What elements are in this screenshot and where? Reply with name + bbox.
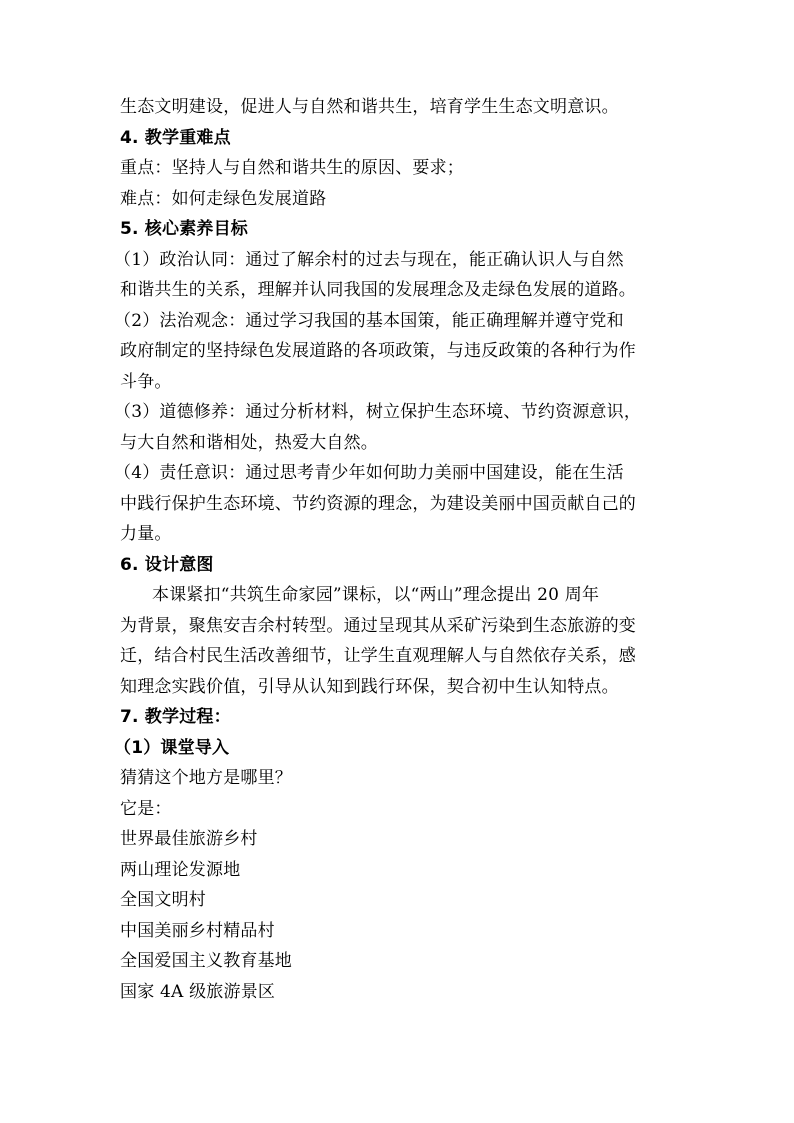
goal2-line2: 政府制定的坚持绿色发展道路的各项政策，与违反政策的各种行为作: [120, 341, 636, 361]
goal2-line1: （2）法治观念：通过学习我国的基本国策，能正确理解并遵守党和: [114, 310, 624, 331]
title-item: 中国美丽乡村精品村: [120, 920, 275, 941]
section5-heading: 5. 核心素养目标: [120, 219, 249, 239]
key-point-text: 重点：坚持人与自然和谐共生的原因、要求；: [120, 158, 464, 178]
title-item: 世界最佳旅游乡村: [120, 829, 258, 849]
difficult-point-text: 难点：如何走绿色发展道路: [120, 188, 327, 209]
goal2-line3: 斗争。: [120, 371, 172, 392]
guess-question: 猜猜这个地方是哪里？: [120, 768, 292, 788]
document-page: [114, 92, 680, 1007]
goal3-line2: 与大自然和谐相处，热爱大自然。: [120, 432, 378, 453]
goal4-line1: （4）责任意识：通过思考青少年如何助力美丽中国建设，能在生活: [114, 463, 624, 483]
section4-heading: 4. 教学重难点: [120, 127, 231, 148]
title-item: 全国文明村: [120, 890, 206, 910]
design-intent-line4: 知理念实践价值，引导从认知到践行环保，契合初中生认知特点。: [120, 676, 619, 697]
it-is-label: 它是：: [120, 798, 172, 819]
design-intent-line1: 本课紧扣“共筑生命家园”课标，以“两山”理念提出 20 周年: [152, 585, 600, 605]
goal4-line2: 中践行保护生态环境、节约资源的理念，为建设美丽中国贡献自己的: [120, 493, 636, 514]
design-intent-line3: 迁，结合村民生活改善细节，让学生直观理解人与自然依存关系，感: [120, 646, 636, 666]
design-intent-line2: 为背景，聚焦安吉余村转型。通过呈现其从采矿污染到生态旅游的变: [120, 615, 636, 636]
title-item: 全国爱国主义教育基地: [120, 951, 292, 971]
goal4-line3: 力量。: [120, 524, 172, 544]
goal1-line2: 和谐共生的关系，理解并认同我国的发展理念及走绿色发展的道路。: [120, 280, 636, 300]
intro-tail-text: 生态文明建设，促进人与自然和谐共生，培育学生生态文明意识。: [120, 97, 619, 117]
goal1-line1: （1）政治认同：通过了解余村的过去与现在，能正确认识人与自然: [114, 249, 624, 270]
classroom-intro-heading: （1）课堂导入: [114, 737, 230, 758]
section7-heading: 7. 教学过程：: [120, 707, 231, 727]
goal3-line1: （3）道德修养：通过分析材料，树立保护生态环境、节约资源意识，: [114, 402, 642, 422]
title-item: 两山理论发源地: [120, 859, 241, 880]
section6-heading: 6. 设计意图: [120, 554, 214, 575]
title-item: 国家 4A 级旅游景区: [120, 981, 276, 1002]
